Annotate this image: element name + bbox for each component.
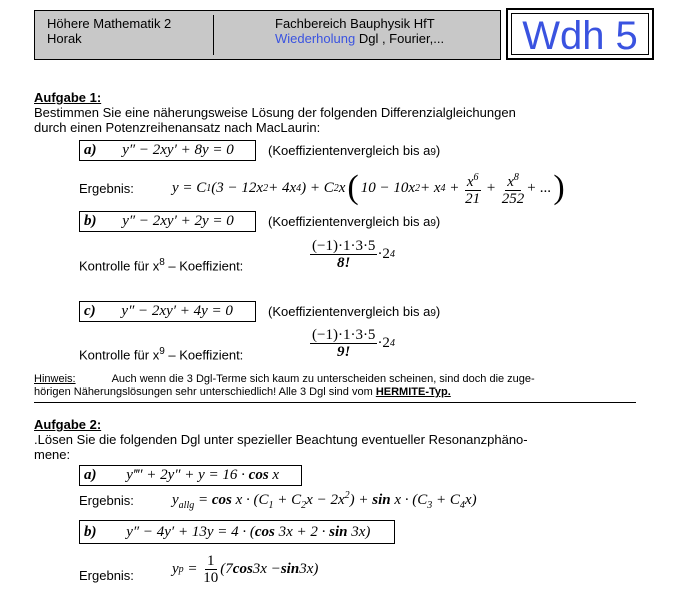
aufgabe1-intro2: durch einen Potenzreihenansatz nach MacLaurin:	[34, 120, 321, 135]
ergebnis2-a-label: Ergebnis:	[79, 493, 134, 508]
ergebnis2-a-formula: $y_{allg} = \cos x \cdot (C_1 + C_2x - 2x^2) + \sin x \cdot (C_3 + C_4x)$	[172, 490, 477, 511]
section-divider	[34, 402, 636, 403]
eq2-b-box: b) y″ − 4y′ + 13y = 4 · (cos 3x + 2 · sin 3x)	[79, 520, 395, 544]
aufgabe2-intro1: .Lösen Sie die folgenden Dgl unter spezieller Beachtung eventueller Resonanzphäno-	[34, 432, 528, 447]
note-c: (Koeffizientenvergleich bis a9)	[268, 304, 441, 319]
eq-a-label: a)	[84, 142, 97, 158]
kontrolle-c: Kontrolle für $x^9$ – Koeffizient:	[79, 346, 244, 363]
kontrolle-b: Kontrolle für $x^8$ – Koeffizient:	[79, 257, 244, 274]
author: Horak	[47, 31, 82, 46]
header-box	[34, 10, 501, 60]
badge: Wdh 5	[511, 13, 649, 55]
topic-highlight: Wiederholung	[275, 31, 356, 46]
note-b: (Koeffizientenvergleich bis a9)	[268, 214, 441, 229]
eq-c: y″ − 2xy′ + 4y = 0	[121, 303, 233, 319]
ergebnis-a-formula: y = C 1 (3 − 12x 2 + 4x 4 ) + C 2 x ( 10 − 10x 2 + x 4 + $\frac{x^6}{21}$ + $\frac{x^8}{252}$ + ... )	[172, 169, 565, 207]
department: Fachbereich Bauphysik HfT	[275, 16, 435, 31]
course-title: Höhere Mathematik 2	[47, 16, 172, 31]
ergebnis2-b-label: Ergebnis:	[79, 568, 134, 583]
aufgabe2-title: Aufgabe 2:	[34, 417, 102, 432]
eq-b-box	[79, 211, 256, 232]
topic	[275, 32, 444, 46]
hinweis: Hinweis: Auch wenn die 3 Dgl-Terme sich kaum zu unterscheiden scheinen, sind doch die zuge- hörigen Näherungslösungen sehr unterschiedlich! Alle 3 Dgl sind vom HERMITE-Typ.	[34, 373, 535, 398]
eq-c-box	[79, 301, 256, 322]
eq-c-label: c)	[84, 303, 96, 319]
aufgabe1-title: Aufgabe 1:	[34, 90, 102, 105]
ergebnis-a-label: Ergebnis:	[79, 181, 134, 196]
badge-box	[506, 8, 654, 60]
kontrolle-c-formula: $\frac{(-1)\cdot 1\cdot 3\cdot 5}{9!}$ ·2 4	[312, 327, 395, 360]
kontrolle-b-formula: $\frac{(-1)\cdot 1\cdot 3\cdot 5}{8!}$ ·2 4	[312, 238, 395, 271]
eq2-a-box: a) y‴′ + 2y″ + y = 16 · cos x	[79, 465, 302, 486]
aufgabe2-intro2: mene:	[34, 447, 71, 462]
header-divider	[213, 15, 214, 55]
eq-a-box	[79, 140, 256, 161]
eq-a: y″ − 2xy′ + 8y = 0	[122, 142, 234, 158]
eq-b: y″ − 2xy′ + 2y = 0	[122, 213, 234, 229]
note-a: (Koeffizientenvergleich bis a9)	[268, 143, 441, 158]
eq-b-label: b)	[84, 213, 97, 229]
aufgabe1-intro1: Bestimmen Sie eine näherungsweise Lösung der folgenden Differenzialgleichungen	[34, 105, 516, 120]
ergebnis2-b-formula: y p = $\frac{1}{10}$ (7 cos 3x − sin 3x)	[172, 553, 319, 586]
topic-rest: Dgl , Fourier,...	[355, 31, 445, 46]
